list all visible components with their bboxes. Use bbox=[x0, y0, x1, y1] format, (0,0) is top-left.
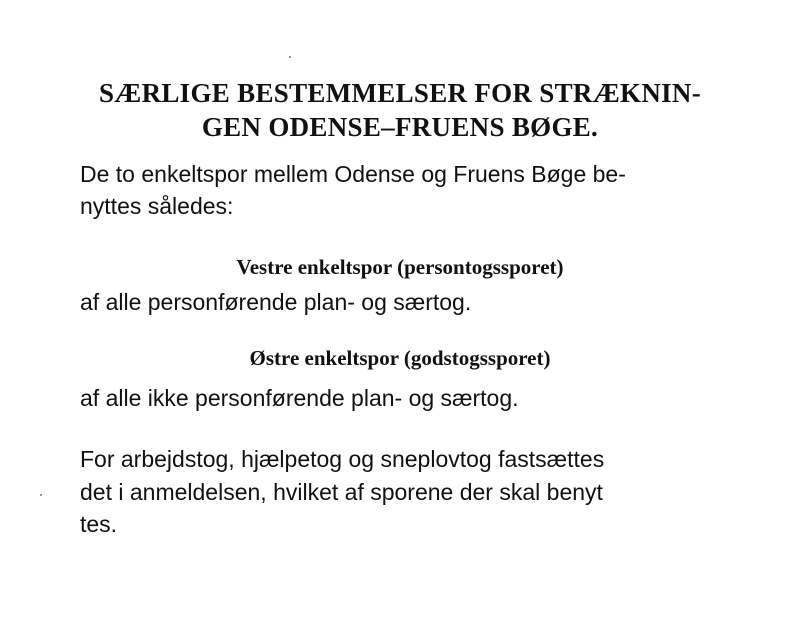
east-track-text: af alle ikke personførende plan- og særtog. bbox=[80, 385, 519, 411]
note-text-line-2: det i anmeldelsen, hvilket af sporene der skal benyt bbox=[80, 479, 603, 505]
page-title-line-1: SÆRLIGE BESTEMMELSER FOR STRÆKNIN- bbox=[98, 78, 702, 108]
west-track-text: af alle personførende plan- og særtog. bbox=[80, 289, 472, 315]
intro-text-line-2: nyttes således: bbox=[80, 193, 234, 219]
note-text-line-1: For arbejdstog, hjælpetog og sneplovtog fastsættes bbox=[80, 446, 605, 472]
scan-speck bbox=[40, 494, 42, 496]
intro-text-line-1: De to enkeltspor mellem Odense og Fruens Bøge be- bbox=[80, 161, 626, 187]
note-text-line-3: tes. bbox=[80, 511, 118, 537]
page-title-line-2: GEN ODENSE–FRUENS BØGE. bbox=[201, 112, 599, 142]
east-track-heading: Østre enkeltspor (godstogssporet) bbox=[249, 346, 551, 370]
west-track-heading: Vestre enkeltspor (persontogssporet) bbox=[236, 255, 564, 279]
scan-speck bbox=[289, 56, 291, 58]
